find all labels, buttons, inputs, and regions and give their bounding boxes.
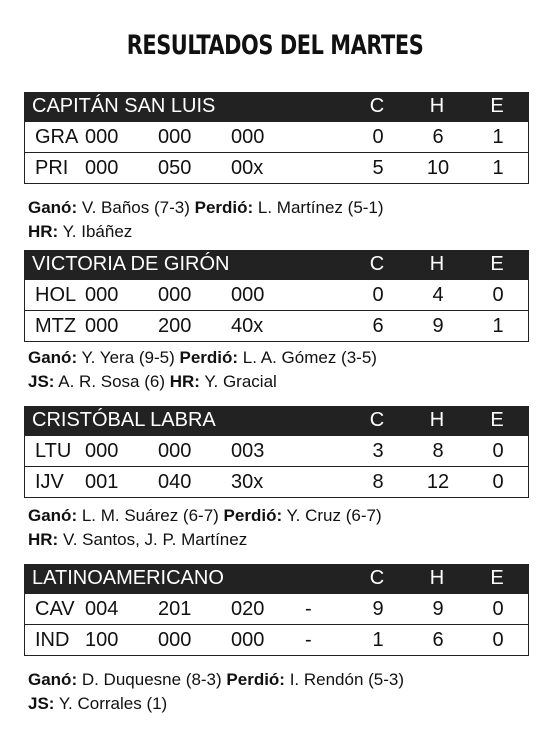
game-header xyxy=(24,564,529,594)
innings-4-6: 040 xyxy=(158,471,192,493)
table-row xyxy=(24,122,529,153)
game-notes xyxy=(28,346,377,394)
winner-text: D. Duquesne (8-3) xyxy=(77,670,227,689)
errors-header: E xyxy=(490,567,504,589)
stadium-name: CRISTÓBAL LABRA xyxy=(32,409,216,431)
team-code: HOL xyxy=(35,284,77,306)
innings-7-9: 00x xyxy=(231,157,264,179)
innings-7-9: 020 xyxy=(231,598,265,620)
hits: 12 xyxy=(426,471,450,493)
pitchers-line xyxy=(28,196,384,220)
extra-line xyxy=(28,220,384,244)
errors: 0 xyxy=(492,440,504,462)
winner-label: Ganó: xyxy=(28,506,78,525)
hits-header: H xyxy=(429,95,445,117)
hits: 10 xyxy=(426,157,450,179)
runs: 8 xyxy=(372,471,384,493)
loser-label: Perdió: xyxy=(226,670,285,689)
team-code: LTU xyxy=(35,440,72,462)
pitchers-line xyxy=(28,668,404,692)
game-box-latinoamericano xyxy=(24,564,529,656)
innings-1-3: 000 xyxy=(85,126,119,148)
note-label-2: HR: xyxy=(169,372,200,391)
innings-7-9: 30x xyxy=(231,471,264,493)
extra-line xyxy=(28,692,404,716)
table-row xyxy=(24,311,529,342)
game-box-cristobal-labra xyxy=(24,406,529,498)
loser-text: L. Martínez (5-1) xyxy=(253,198,384,217)
game-header xyxy=(24,406,529,436)
team-code: GRA xyxy=(35,126,79,148)
game-box-capitan-san-luis xyxy=(24,92,529,184)
note-text: Y. Corrales (1) xyxy=(54,694,168,713)
page-title: RESULTADOS DEL MARTES xyxy=(126,30,424,61)
innings-4-6: 201 xyxy=(158,598,192,620)
loser-text: I. Rendón (5-3) xyxy=(284,670,405,689)
pitchers-line xyxy=(28,346,377,370)
team-code: MTZ xyxy=(35,315,77,337)
runs: 6 xyxy=(372,315,384,337)
runs-header: C xyxy=(369,95,385,117)
innings-7-9: 000 xyxy=(231,284,265,306)
winner-text: L. M. Suárez (6-7) xyxy=(77,506,224,525)
hits-header: H xyxy=(429,409,445,431)
runs-header: C xyxy=(369,409,385,431)
innings-1-3: 000 xyxy=(85,315,119,337)
errors: 1 xyxy=(492,315,504,337)
innings-4-6: 000 xyxy=(158,440,192,462)
loser-text: L. A. Gómez (3-5) xyxy=(238,348,377,367)
loser-label: Perdió: xyxy=(223,506,283,525)
innings-1-3: 100 xyxy=(85,629,119,651)
table-row xyxy=(24,153,529,184)
errors: 0 xyxy=(492,284,504,306)
hits: 8 xyxy=(432,440,444,462)
game-header xyxy=(24,92,529,122)
innings-1-3: 004 xyxy=(85,598,119,620)
innings-1-3: 000 xyxy=(85,440,119,462)
stadium-name: CAPITÁN SAN LUIS xyxy=(32,95,216,117)
loser-text: Y. Cruz (6-7) xyxy=(282,506,382,525)
game-notes xyxy=(28,504,382,552)
runs: 3 xyxy=(372,440,384,462)
game-notes xyxy=(28,668,404,716)
innings-4-6: 050 xyxy=(158,157,192,179)
runs: 0 xyxy=(372,126,384,148)
hits-header: H xyxy=(429,567,445,589)
runs: 9 xyxy=(372,598,384,620)
team-code: PRI xyxy=(35,157,69,179)
innings-1-3: 000 xyxy=(85,284,119,306)
runs: 0 xyxy=(372,284,384,306)
hits: 9 xyxy=(432,315,444,337)
winner-label: Ganó: xyxy=(28,348,78,367)
table-row xyxy=(24,280,529,311)
errors: 0 xyxy=(492,629,504,651)
innings-7-9: 000 xyxy=(231,629,265,651)
innings-7-9: 40x xyxy=(231,315,264,337)
extra-line xyxy=(28,528,382,552)
runs: 1 xyxy=(372,629,384,651)
hits: 6 xyxy=(432,629,444,651)
extra-line xyxy=(28,370,377,394)
runs-header: C xyxy=(369,253,385,275)
winner-text: V. Baños (7-3) xyxy=(77,198,195,217)
extra-innings-dash: - xyxy=(305,598,312,620)
runs-header: C xyxy=(369,567,385,589)
loser-label: Perdió: xyxy=(179,348,239,367)
innings-7-9: 003 xyxy=(231,440,265,462)
hits: 4 xyxy=(432,284,444,306)
innings-1-3: 001 xyxy=(85,471,119,493)
note-text-2: Y. Gracial xyxy=(199,372,277,391)
game-header xyxy=(24,250,529,280)
game-box-victoria-de-giron xyxy=(24,250,529,342)
note-text: Y. Ibáñez xyxy=(58,222,133,241)
stadium-name: VICTORIA DE GIRÓN xyxy=(32,253,230,275)
innings-7-9: 000 xyxy=(231,126,265,148)
errors: 0 xyxy=(492,598,504,620)
note-label: HR: xyxy=(28,222,59,241)
pitchers-line xyxy=(28,504,382,528)
extra-innings-dash: - xyxy=(305,629,312,651)
stadium-name: LATINOAMERICANO xyxy=(32,567,224,589)
game-notes xyxy=(28,196,384,244)
hits-header: H xyxy=(429,253,445,275)
hits: 9 xyxy=(432,598,444,620)
note-text: A. R. Sosa (6) xyxy=(54,372,170,391)
table-row xyxy=(24,436,529,467)
winner-label: Ganó: xyxy=(28,198,78,217)
errors: 0 xyxy=(492,471,504,493)
team-code: CAV xyxy=(35,598,75,620)
innings-4-6: 000 xyxy=(158,284,192,306)
winner-text: Y. Yera (9-5) xyxy=(77,348,180,367)
table-row xyxy=(24,467,529,498)
note-label: JS: xyxy=(28,694,55,713)
errors: 1 xyxy=(492,126,504,148)
team-code: IND xyxy=(35,629,70,651)
loser-label: Perdió: xyxy=(194,198,254,217)
table-row xyxy=(24,625,529,656)
team-code: IJV xyxy=(35,471,64,493)
winner-label: Ganó: xyxy=(28,670,78,689)
runs: 5 xyxy=(372,157,384,179)
innings-4-6: 000 xyxy=(158,126,192,148)
errors-header: E xyxy=(490,253,504,275)
errors: 1 xyxy=(492,157,504,179)
note-label: JS: xyxy=(28,372,55,391)
note-label: HR: xyxy=(28,530,59,549)
hits: 6 xyxy=(432,126,444,148)
errors-header: E xyxy=(490,95,504,117)
table-row xyxy=(24,594,529,625)
innings-4-6: 200 xyxy=(158,315,192,337)
innings-4-6: 000 xyxy=(158,629,192,651)
note-text: V. Santos, J. P. Martínez xyxy=(58,530,248,549)
errors-header: E xyxy=(490,409,504,431)
innings-1-3: 000 xyxy=(85,157,119,179)
